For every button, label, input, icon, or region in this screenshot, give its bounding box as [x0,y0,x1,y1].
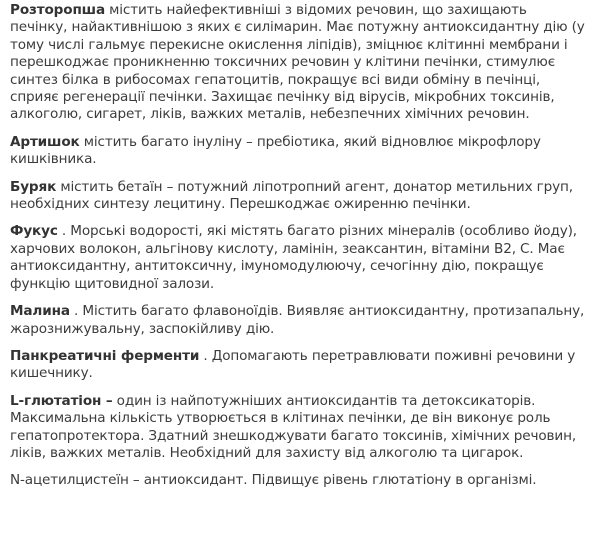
description-n-acetylcysteine: N-ацетилцистеїн – антиоксидант. Підвищує рівень глютатіону в організмі. [10,472,537,489]
description-glutathione: один із найпотужніших антиоксидантів та детоксикаторів. Максимальна кількість утворюється в клітинах печінки, де він виконує роль гепатопротектора. Здатний знешкоджувати багато токсинів, хімічних речовин, ліків, важких металів. Необхідний для захисту від алкоголю та цигарок. [10,392,576,461]
paragraph-fucus [10,223,586,293]
term-raspberry: Малина [10,303,70,320]
term-milk-thistle: Розторопша [10,2,105,18]
term-artichoke: Артишок [10,133,80,150]
description-artichoke: містить багато інуліну – пребіотика, який відновлює мікрофлору кишківника. [10,133,541,168]
description-beet: містить бетаїн – потужний ліпотропний агент, донатор метильних груп, необхідних синтезу лецитину. Перешкоджає ожиренню печінки. [10,178,573,213]
paragraph-artichoke [10,134,586,169]
paragraph-pancreatic-enzymes [10,348,586,383]
paragraph-milk-thistle [10,2,586,124]
term-pancreatic-enzymes: Панкреатичні ферменти [10,347,200,364]
description-fucus: . Морські водорості, які містять багато різних мінералів (особливо йоду), харчових волокон, альгінову кислоту, ламінін, зеаксантин, вітаміни В2, С. Має антиоксидантну, антитоксичну, імуномодулюючу, сечогінну дію, покращує функцію щитовидної залози. [10,223,577,292]
description-milk-thistle: містить найефективніші з відомих речовин, що захищають печінку, найактивнішою з яких є силімарин. Має потужну антиоксидантну дію (у тому числі гальмує перекисне окислення ліпідів), зміцнює клітинні мембрани і перешкоджає проникненню токсичних речовин у клітини печінки, стимулює синтез білка в рибосомах гепатоцитів, покращує всі види обміну в печінці, сприяє регенерації печінки. Захищає печінку від вірусів, мікробних токсинів, алкоголю, сигарет, ліків, важких металів, небезпечних хімічних речовин. [10,2,585,123]
paragraph-glutathione [10,393,586,463]
description-raspberry: . Містить багато флавоноїдів. Виявляє антиоксидантну, протизапальну, жарознижувальну, заспокійливу дію. [10,303,585,337]
paragraph-raspberry [10,303,586,338]
term-fucus: Фукус [10,223,58,240]
paragraph-n-acetylcysteine [10,472,586,489]
paragraph-beet [10,179,586,214]
description-pancreatic-enzymes: . Допомагають перетравлювати поживні речовини у кишечнику. [10,347,576,382]
term-glutathione: L-глютатіон – [10,392,113,409]
term-beet: Буряк [10,178,57,195]
